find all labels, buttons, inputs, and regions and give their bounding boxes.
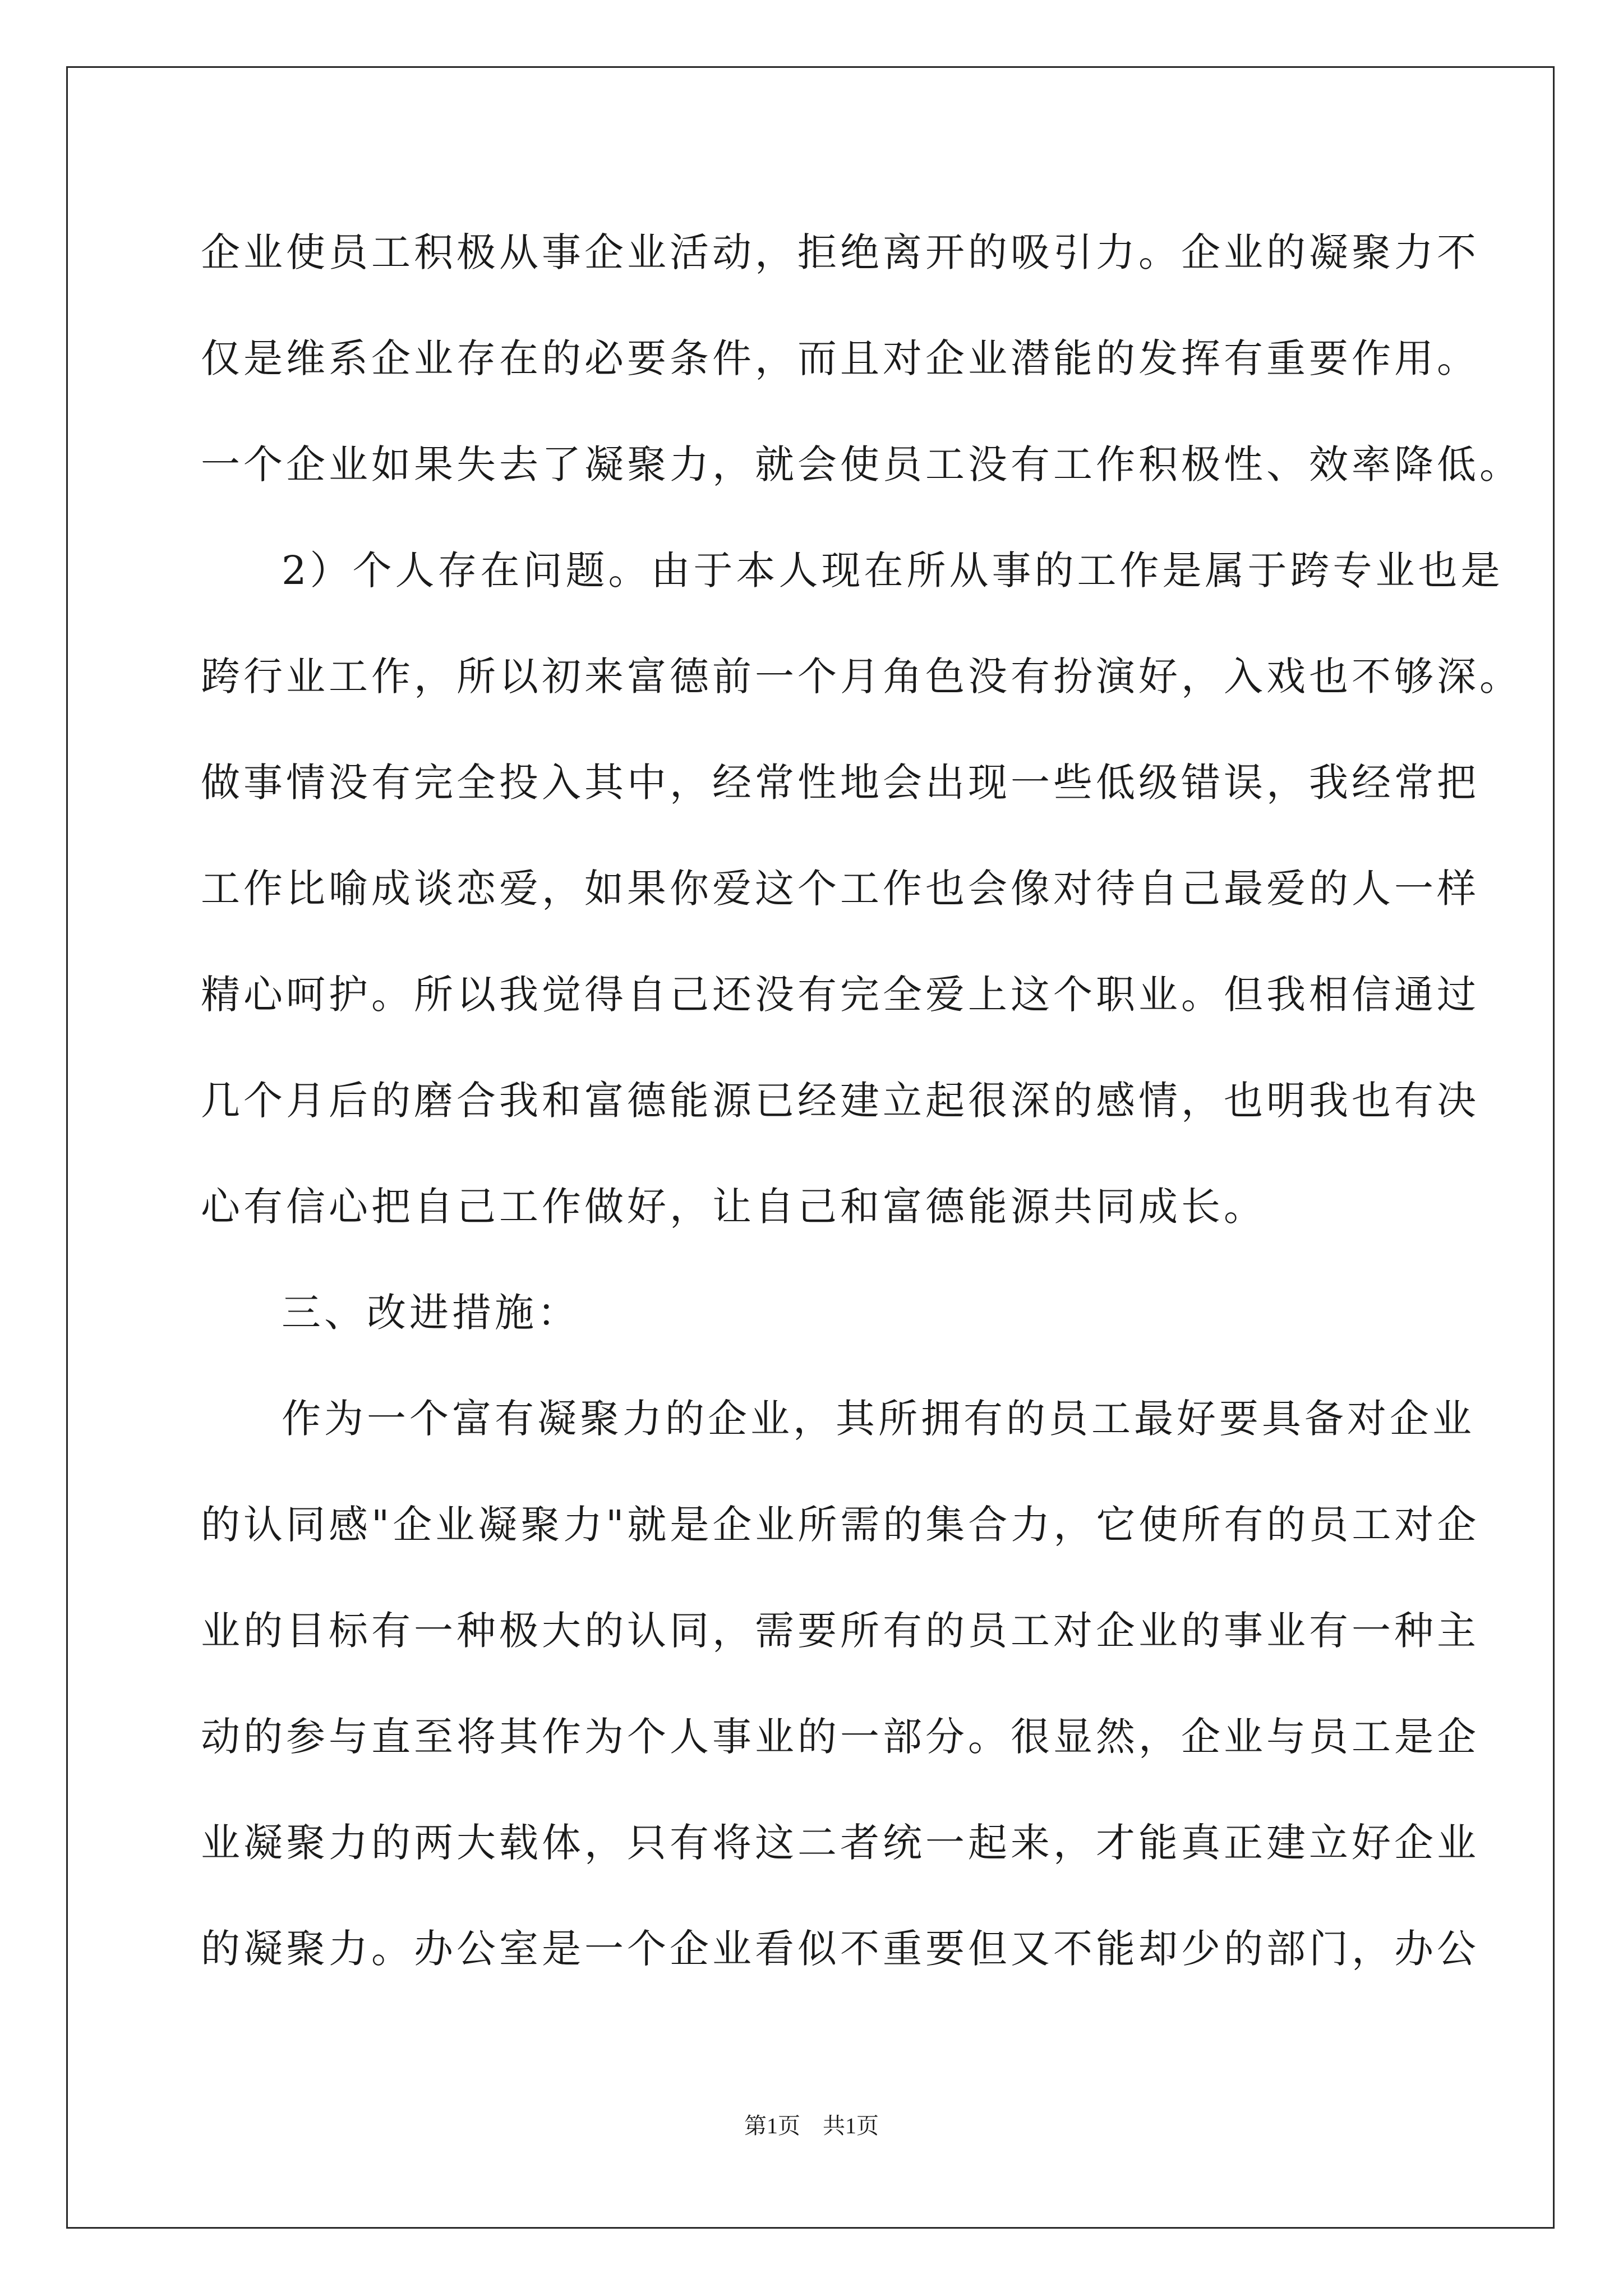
text-line: 业的目标有一种极大的认同，需要所有的员工对企业的事业有一种主 bbox=[201, 1608, 1479, 1654]
text-line: 2）个人存在问题。由于本人现在所从事的工作是属于跨专业也是 bbox=[282, 547, 1504, 593]
text-line: 动的参与直至将其作为个人事业的一部分。很显然，企业与员工是企 bbox=[201, 1714, 1479, 1760]
text-line: 企业使员工积极从事企业活动，拒绝离开的吸引力。企业的凝聚力不 bbox=[201, 229, 1479, 275]
text-line: 跨行业工作，所以初来富德前一个月角色没有扮演好，入戏也不够深。 bbox=[201, 654, 1522, 700]
page-footer bbox=[0, 2109, 1623, 2143]
text-line: 工作比喻成谈恋爱，如果你爱这个工作也会像对待自己最爱的人一样 bbox=[201, 866, 1479, 912]
text-line: 几个月后的磨合我和富德能源已经建立起很深的感情，也明我也有决 bbox=[201, 1078, 1479, 1124]
text-line: 做事情没有完全投入其中，经常性地会出现一些低级错误，我经常把 bbox=[201, 760, 1479, 806]
text-line: 一个企业如果失去了凝聚力，就会使员工没有工作积极性、效率降低。 bbox=[201, 441, 1522, 487]
text-line: 的认同感"企业凝聚力"就是企业所需的集合力，它使所有的员工对企 bbox=[201, 1502, 1480, 1548]
document-body bbox=[201, 219, 1522, 2021]
page-number: 第1页 bbox=[744, 2113, 800, 2138]
text-line: 的凝聚力。办公室是一个企业看似不重要但又不能却少的部门，办公 bbox=[201, 1926, 1479, 1972]
section-heading: 三、改进措施： bbox=[282, 1290, 580, 1336]
text-line: 作为一个富有凝聚力的企业，其所拥有的员工最好要具备对企业 bbox=[282, 1396, 1475, 1442]
text-line: 心有信心把自己工作做好，让自己和富德能源共同成长。 bbox=[201, 1184, 1266, 1230]
text-line: 业凝聚力的两大载体，只有将这二者统一起来，才能真正建立好企业 bbox=[201, 1820, 1479, 1866]
page-total: 共1页 bbox=[823, 2113, 879, 2138]
text-line: 精心呵护。所以我觉得自己还没有完全爱上这个职业。但我相信通过 bbox=[201, 972, 1479, 1018]
text-line: 仅是维系企业存在的必要条件，而且对企业潜能的发挥有重要作用。 bbox=[201, 335, 1479, 381]
